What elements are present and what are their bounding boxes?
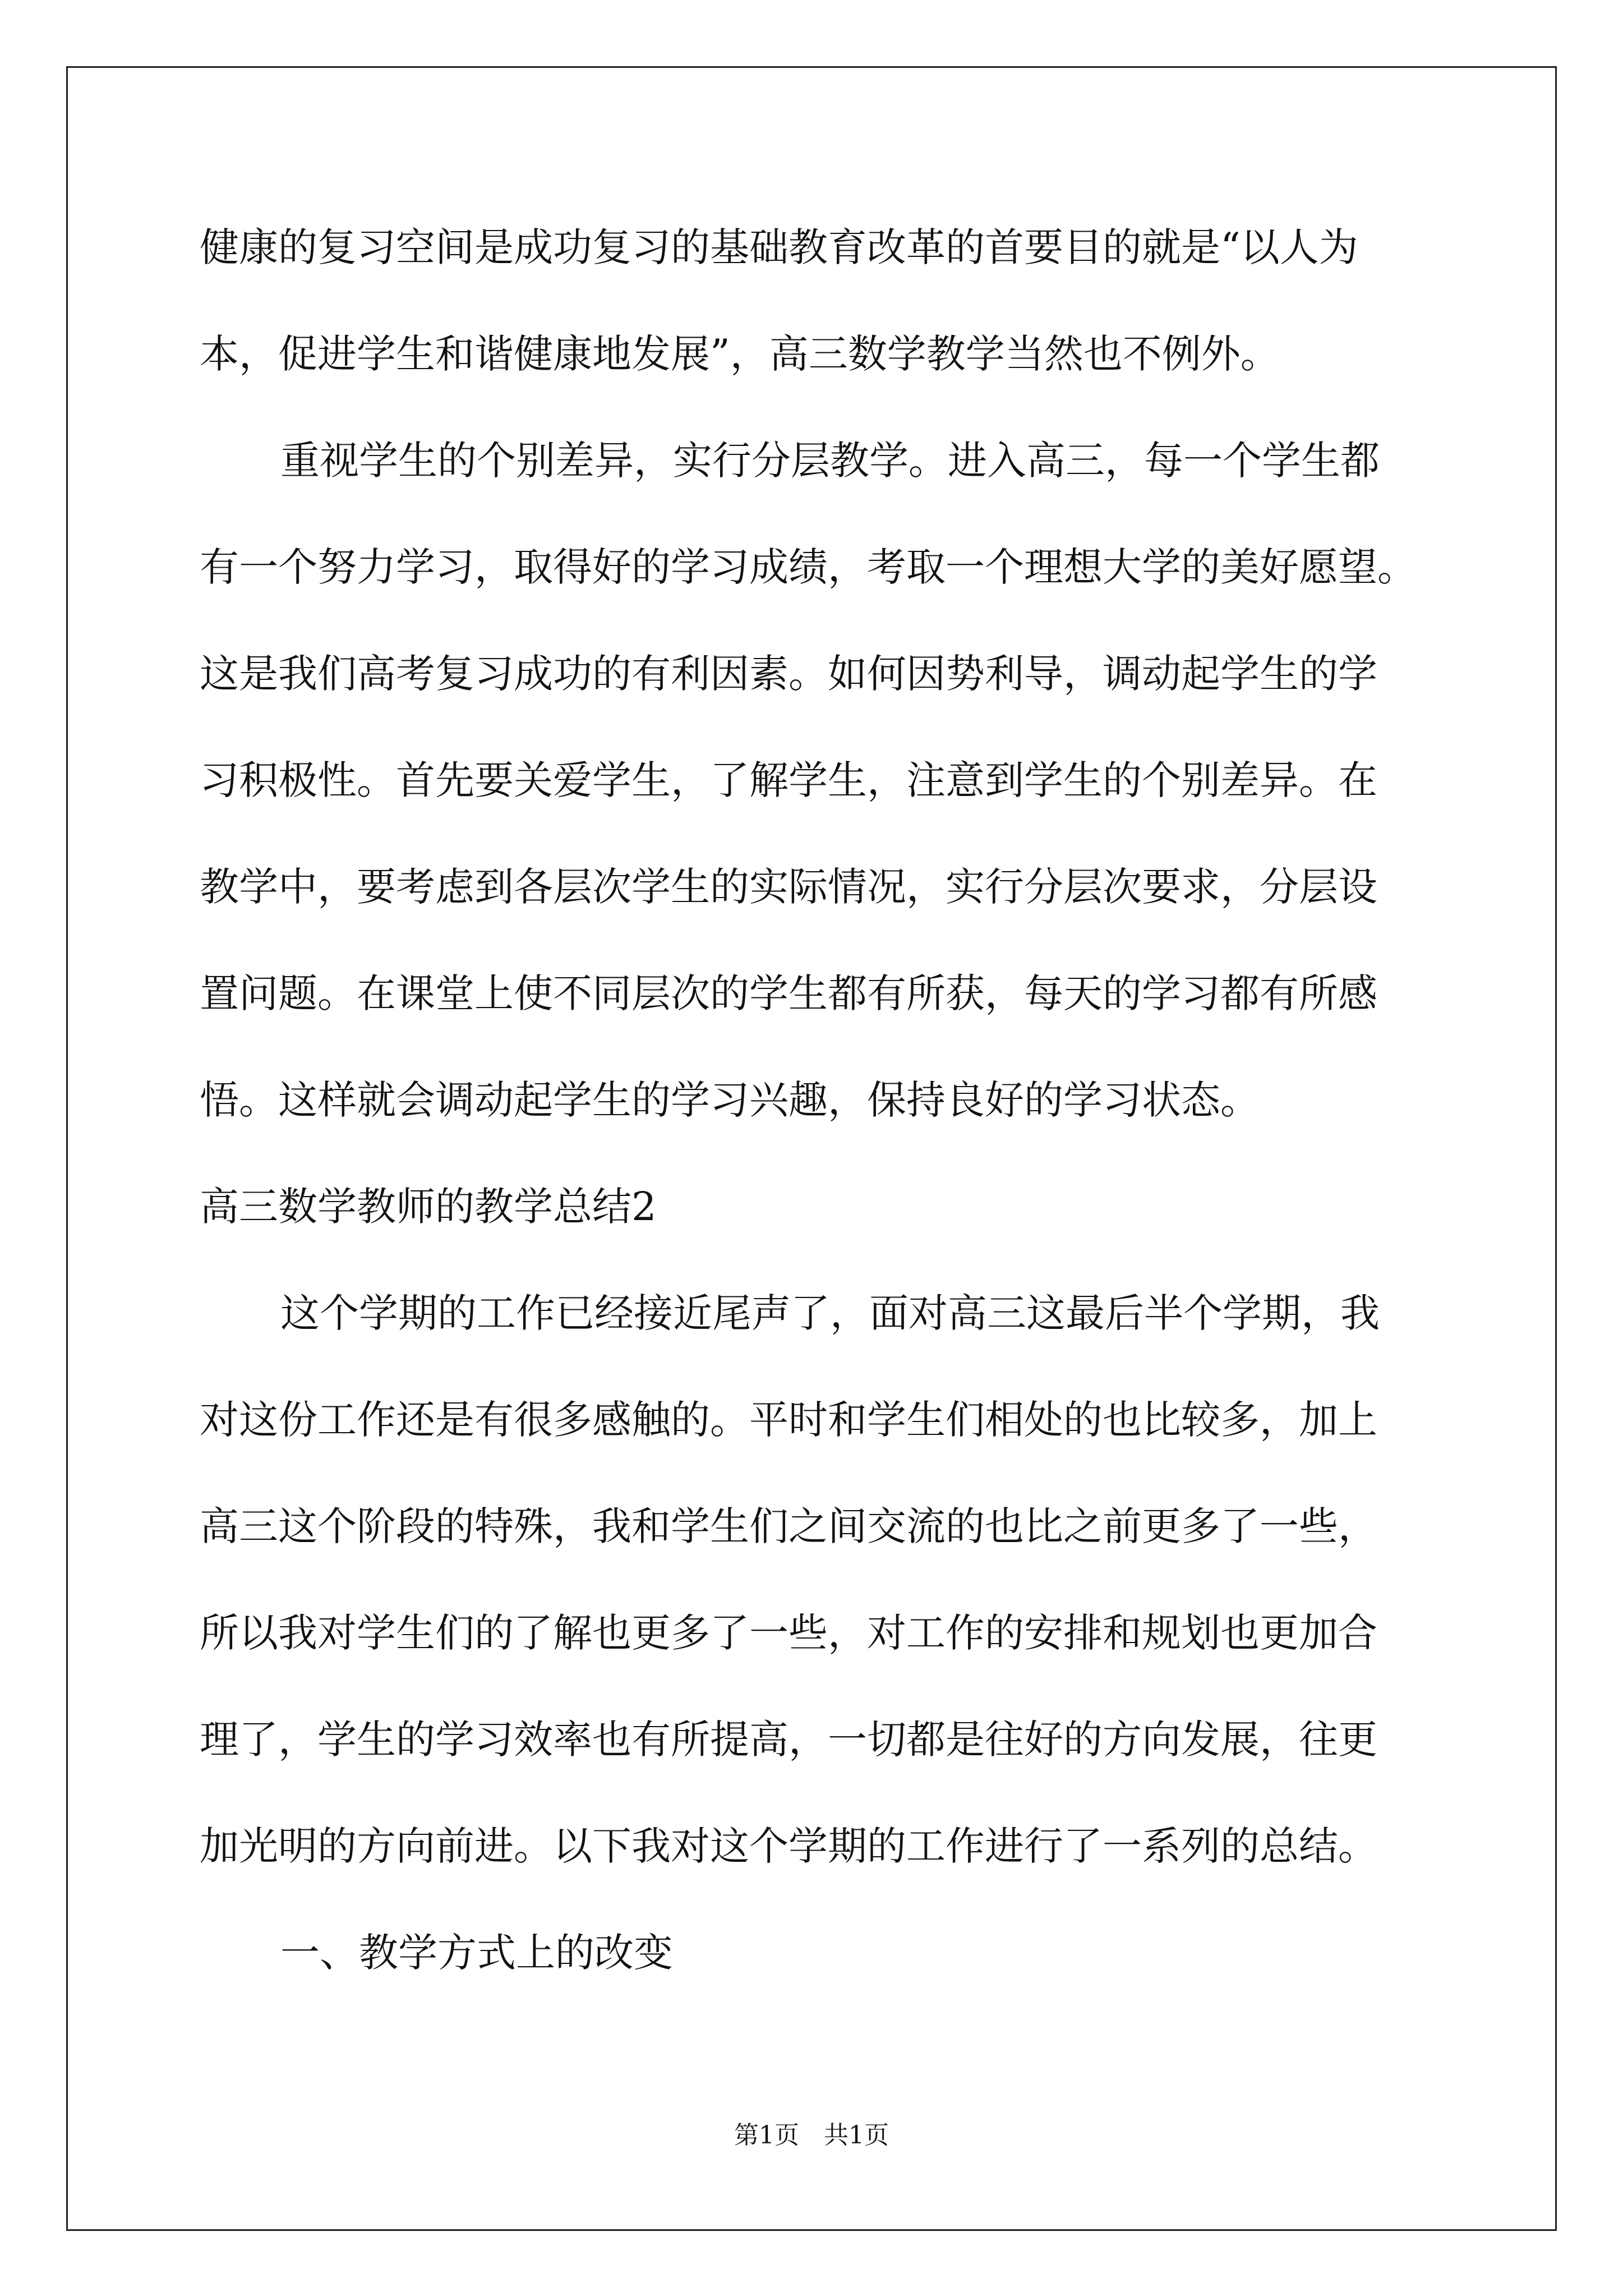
paragraph-line: 本，促进学生和谐健康地发展”，高三数学教学当然也不例外。 [200, 331, 1280, 377]
paragraph-line: 所以我对学生们的了解也更多了一些，对工作的安排和规划也更加合 [200, 1610, 1377, 1656]
paragraph-line: 理了，学生的学习效率也有所提高，一切都是往好的方向发展，往更 [200, 1717, 1377, 1763]
page-border [66, 66, 1557, 2231]
paragraph-line: 这个学期的工作已经接近尾声了，面对高三这最后半个学期，我 [280, 1290, 1380, 1336]
paragraph-line: 这是我们高考复习成功的有利因素。如何因势利导，调动起学生的学 [200, 651, 1377, 697]
paragraph-line: 高三这个阶段的特殊，我和学生们之间交流的也比之前更多了一些， [200, 1503, 1377, 1549]
paragraph-line: 置问题。在课堂上使不同层次的学生都有所获，每天的学习都有所感 [200, 970, 1377, 1016]
paragraph-line: 重视学生的个别差异，实行分层教学。进入高三，每一个学生都 [280, 438, 1380, 484]
paragraph-line: 习积极性。首先要关爱学生，了解学生，注意到学生的个别差异。在 [200, 757, 1377, 803]
paragraph-line: 健康的复习空间是成功复习的基础教育改革的首要目的就是“以人为 [200, 224, 1358, 270]
paragraph-line: 加光明的方向前进。以下我对这个学期的工作进行了一系列的总结。 [200, 1823, 1377, 1869]
paragraph-line: 对这份工作还是有很多感触的。平时和学生们相处的也比较多，加上 [200, 1397, 1377, 1443]
paragraph-line: 悟。这样就会调动起学生的学习兴趣，保持良好的学习状态。 [200, 1077, 1260, 1123]
page-number-footer: 第1页 共1页 [734, 2121, 889, 2150]
section-heading: 高三数学教师的教学总结2 [200, 1184, 657, 1230]
paragraph-line: 教学中，要考虑到各层次学生的实际情况，实行分层次要求，分层设 [200, 864, 1377, 910]
paragraph-line: 有一个努力学习，取得好的学习成绩，考取一个理想大学的美好愿望。 [200, 544, 1417, 590]
subsection-heading: 一、教学方式上的改变 [280, 1930, 673, 1976]
